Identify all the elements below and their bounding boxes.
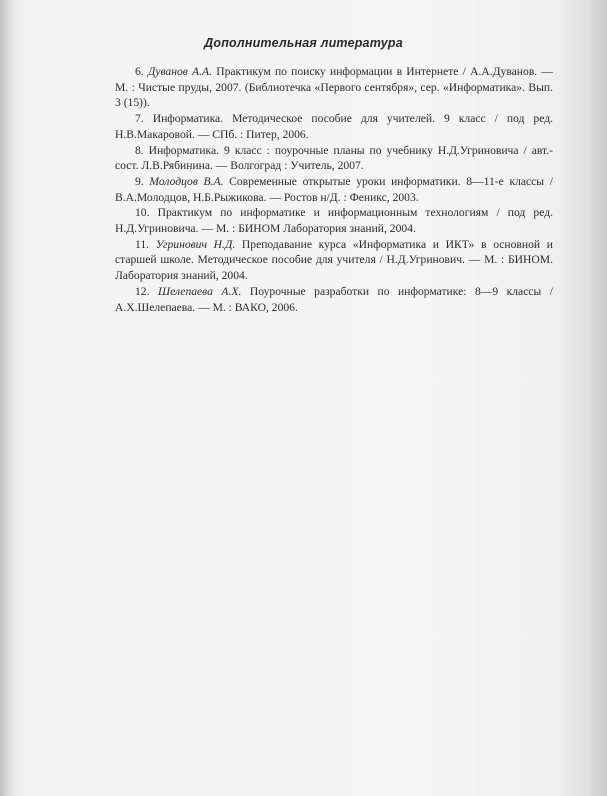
entry-number: 6.: [135, 65, 144, 78]
entry-author: Молодцов В.А.: [149, 174, 224, 188]
entry-number: 7.: [135, 112, 144, 126]
entry-text: Современные открытые уроки информатики. 8—11-е классы / В.А.Молодцов, Н.Б.Рыжикова. — Ростов н/Д. : Феникс, 2003.: [115, 174, 553, 204]
entry-author: Дуванов А.А.: [147, 65, 212, 78]
entry-text: Практикум по поиску информации в Интернете / А.А.Дуванов. — М. : Чистые пруды, 2007. (Библиотечка «Первого сентября», сер. «Информатика». Вып. 3 (15)).: [115, 65, 554, 110]
entry-author: Угринович Н.Д.: [155, 237, 236, 251]
bibliography-entry: [115, 284, 553, 315]
entry-text: Информатика. 9 класс : поурочные планы по учебнику Н.Д.Угриновича / авт.-сост. Л.В.Рябинина. — Волгоград : Учитель, 2007.: [115, 143, 553, 173]
entry-text: Информатика. Методическое пособие для учителей. 9 класс / под ред. Н.В.Макаровой. — СПб. : Питер, 2006.: [115, 112, 553, 141]
bibliography-entry: [115, 205, 553, 236]
entry-number: 8.: [135, 143, 144, 157]
bibliography-list: [115, 64, 553, 315]
bibliography-entry: [115, 111, 553, 142]
bibliography-entry: [115, 64, 553, 111]
entry-number: 11.: [135, 237, 150, 251]
entry-text: Поурочные разработки по информатике: 8—9 классы / А.Х.Шелепаева. — М. : ВАКО, 2006.: [115, 284, 553, 314]
entry-number: 12.: [135, 284, 150, 298]
bibliography-entry: [115, 174, 553, 205]
entry-text: Практикум по информатике и информационным технологиям / под ред. Н.Д.Угриновича. — М. : БИНОМ Лаборатория знаний, 2004.: [115, 206, 553, 236]
entry-number: 9.: [135, 174, 144, 188]
bibliography-entry: [115, 237, 553, 284]
bibliography-entry: [115, 143, 553, 174]
page-heading: Дополнительная литература: [204, 36, 403, 50]
entry-number: 10.: [135, 206, 150, 220]
entry-text: Преподавание курса «Информатика и ИКТ» в основной и старшей школе. Методическое пособие для учителя / Н.Д.Угринович. — М. : БИНОМ. Лаборатория знаний, 2004.: [115, 237, 553, 283]
entry-author: Шелепаева А.Х.: [158, 284, 242, 298]
